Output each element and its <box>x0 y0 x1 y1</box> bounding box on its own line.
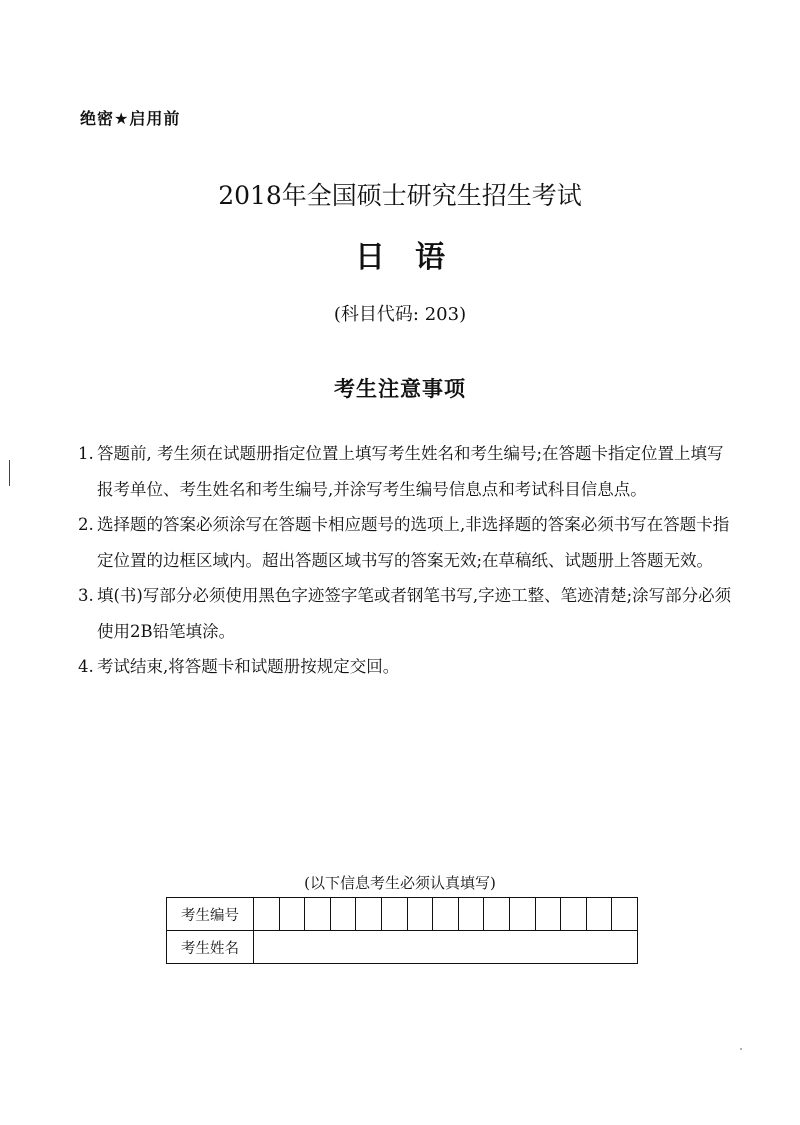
margin-mark <box>9 460 10 486</box>
notice-item-text: 考试结束,将答题卡和试题册按规定交回。 <box>97 657 400 676</box>
candidate-name-row <box>167 931 638 964</box>
notice-heading: 考生注意事项 <box>334 377 466 401</box>
notice-item-text: 答题前, 考生须在试题册指定位置上填写考生姓名和考生编号;在答题卡指定位置上填写报考单位、考生姓名和考生编号,并涂写考生编号信息点和考试科目信息点。 <box>97 444 724 499</box>
candidate-number-box[interactable] <box>509 898 535 931</box>
classification-label: 绝密★启用前 <box>80 109 181 128</box>
candidate-name-field[interactable] <box>254 931 638 964</box>
notice-item <box>78 649 738 685</box>
candidate-number-box[interactable] <box>561 898 587 931</box>
candidate-number-box[interactable] <box>535 898 561 931</box>
candidate-number-box[interactable] <box>612 898 638 931</box>
notice-item-number: 1. <box>78 444 94 463</box>
subject-code: (科目代码: 203) <box>333 304 467 325</box>
candidate-number-box[interactable] <box>381 898 407 931</box>
candidate-name-label: 考生姓名 <box>167 931 254 964</box>
notice-item-text: 选择题的答案必须涂写在答题卡相应题号的选项上,非选择题的答案必须书写在答题卡指定位置的边框区域内。超出答题区域书写的答案无效;在草稿纸、试题册上答题无效。 <box>97 515 730 570</box>
candidate-number-box[interactable] <box>254 898 280 931</box>
candidate-number-box[interactable] <box>407 898 433 931</box>
candidate-number-box[interactable] <box>305 898 331 931</box>
candidate-number-box[interactable] <box>433 898 459 931</box>
candidate-number-box[interactable] <box>330 898 356 931</box>
notice-item <box>78 436 738 507</box>
candidate-number-label: 考生编号 <box>167 898 254 931</box>
scan-speck <box>740 1048 742 1050</box>
candidate-info-table <box>166 897 638 964</box>
notice-list <box>78 436 738 685</box>
notice-item-number: 3. <box>78 586 94 605</box>
notice-item-number: 4. <box>78 657 94 676</box>
notice-item <box>78 578 738 649</box>
candidate-number-box[interactable] <box>279 898 305 931</box>
candidate-number-box[interactable] <box>586 898 612 931</box>
exam-title: 2018年全国硕士研究生招生考试 <box>218 181 582 210</box>
candidate-number-box[interactable] <box>458 898 484 931</box>
candidate-number-box[interactable] <box>356 898 382 931</box>
subject-title: 日语 <box>355 240 475 275</box>
notice-item-number: 2. <box>78 515 94 534</box>
notice-item <box>78 507 738 578</box>
candidate-number-box[interactable] <box>484 898 510 931</box>
fill-instruction: (以下信息考生必须认真填写) <box>304 874 496 892</box>
candidate-number-row <box>167 898 638 931</box>
notice-item-text: 填(书)写部分必须使用黑色字迹签字笔或者钢笔书写,字迹工整、笔迹清楚;涂写部分必须使用2B铅笔填涂。 <box>97 586 732 641</box>
